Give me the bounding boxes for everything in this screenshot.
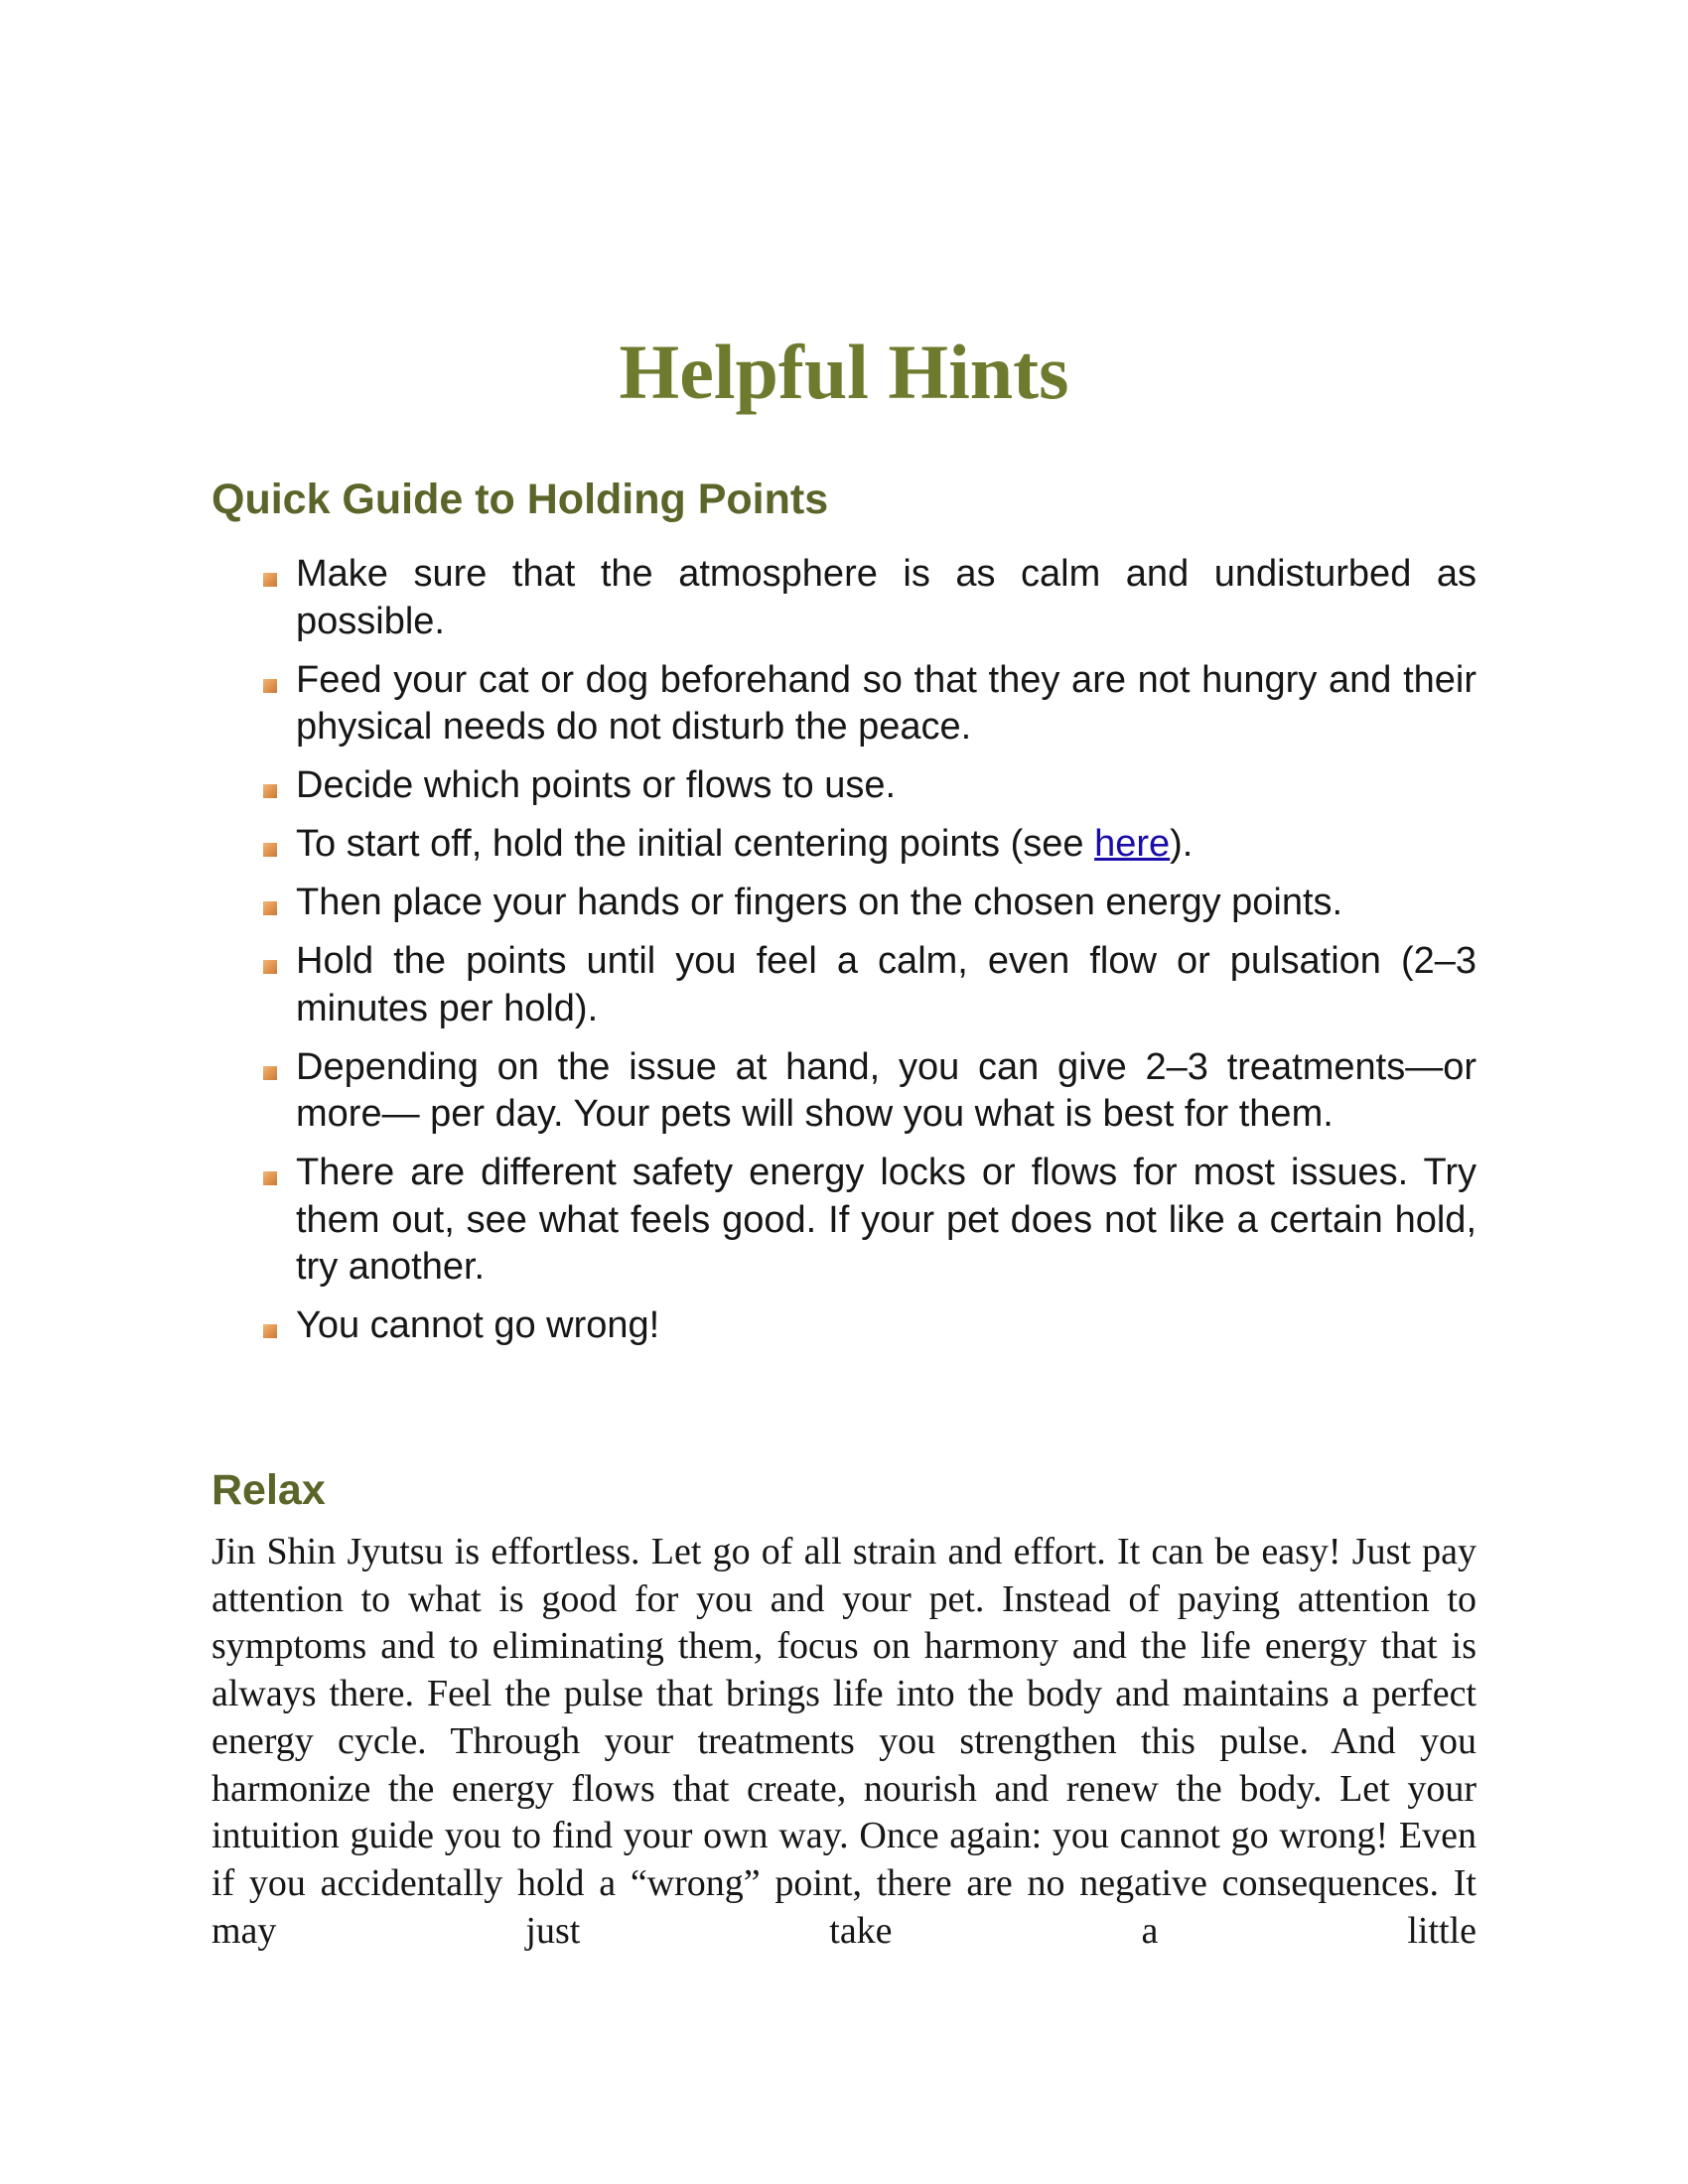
square-bullet-icon — [263, 1324, 277, 1338]
square-bullet-icon — [263, 679, 277, 693]
list-item — [263, 880, 1477, 927]
page-title: Helpful Hints — [619, 329, 1069, 415]
relax-heading: Relax — [211, 1466, 326, 1514]
hint-text: Feed your cat or dog beforehand so that they are not hungry and their physical needs do not disturb the peace. — [296, 658, 1477, 748]
hint-text: There are different safety energy locks or flows for most issues. Try them out, see what feels good. If your pet does not like a certain hold, try another. — [296, 1152, 1477, 1288]
list-item — [263, 762, 1477, 810]
document-page — [211, 0, 1477, 2184]
hint-text: Then place your hands or fingers on the chosen energy points. — [296, 882, 1343, 923]
relax-paragraph: Jin Shin Jyutsu is effortless. Let go of all strain and effort. It can be easy! Just pay attention to what is good for you and your pet. Instead of paying attention to symptoms and to eliminating them, focus on harmony and the life energy that is always there. Feel the pulse that brings life into the body and maintains a perfect energy cycle. Through your treatments you strengthen this pulse. And you harmonize the energy flows that create, nourish and renew the body. Let your intuition guide you to find your own way. Once again: you cannot go wrong! Even if you accidentally hold a “wrong” point, there are no negative consequences. It may just take a little — [211, 1531, 1477, 1952]
list-item — [263, 1044, 1477, 1139]
square-bullet-icon — [263, 1171, 277, 1185]
list-item — [263, 821, 1477, 869]
square-bullet-icon — [263, 843, 277, 857]
hint-text: Make sure that the atmosphere is as calm and undisturbed as possible. — [296, 553, 1477, 642]
quick-guide-heading: Quick Guide to Holding Points — [211, 476, 829, 523]
centering-points-link[interactable]: here — [1094, 823, 1171, 865]
square-bullet-icon — [263, 573, 277, 587]
hint-text: Depending on the issue at hand, you can give 2–3 treatments—or more— per day. Your pets will show you what is best for them. — [296, 1045, 1477, 1135]
square-bullet-icon — [263, 960, 277, 974]
square-bullet-icon — [263, 1066, 277, 1080]
square-bullet-icon — [263, 901, 277, 915]
hint-text-before-link: To start off, hold the initial centering points (see — [296, 823, 1095, 865]
square-bullet-icon — [263, 784, 277, 798]
hints-list — [263, 551, 1477, 1361]
list-item — [263, 1302, 1477, 1350]
list-item — [263, 938, 1477, 1032]
list-item — [263, 551, 1477, 645]
hint-text-after-link: ). — [1170, 823, 1194, 865]
hint-text: Hold the points until you feel a calm, even flow or pulsation (2–3 minutes per hold). — [296, 940, 1477, 1029]
list-item — [263, 1150, 1477, 1292]
hint-text: Decide which points or flows to use. — [296, 764, 897, 806]
hint-text: You cannot go wrong! — [296, 1304, 660, 1346]
list-item — [263, 657, 1477, 751]
